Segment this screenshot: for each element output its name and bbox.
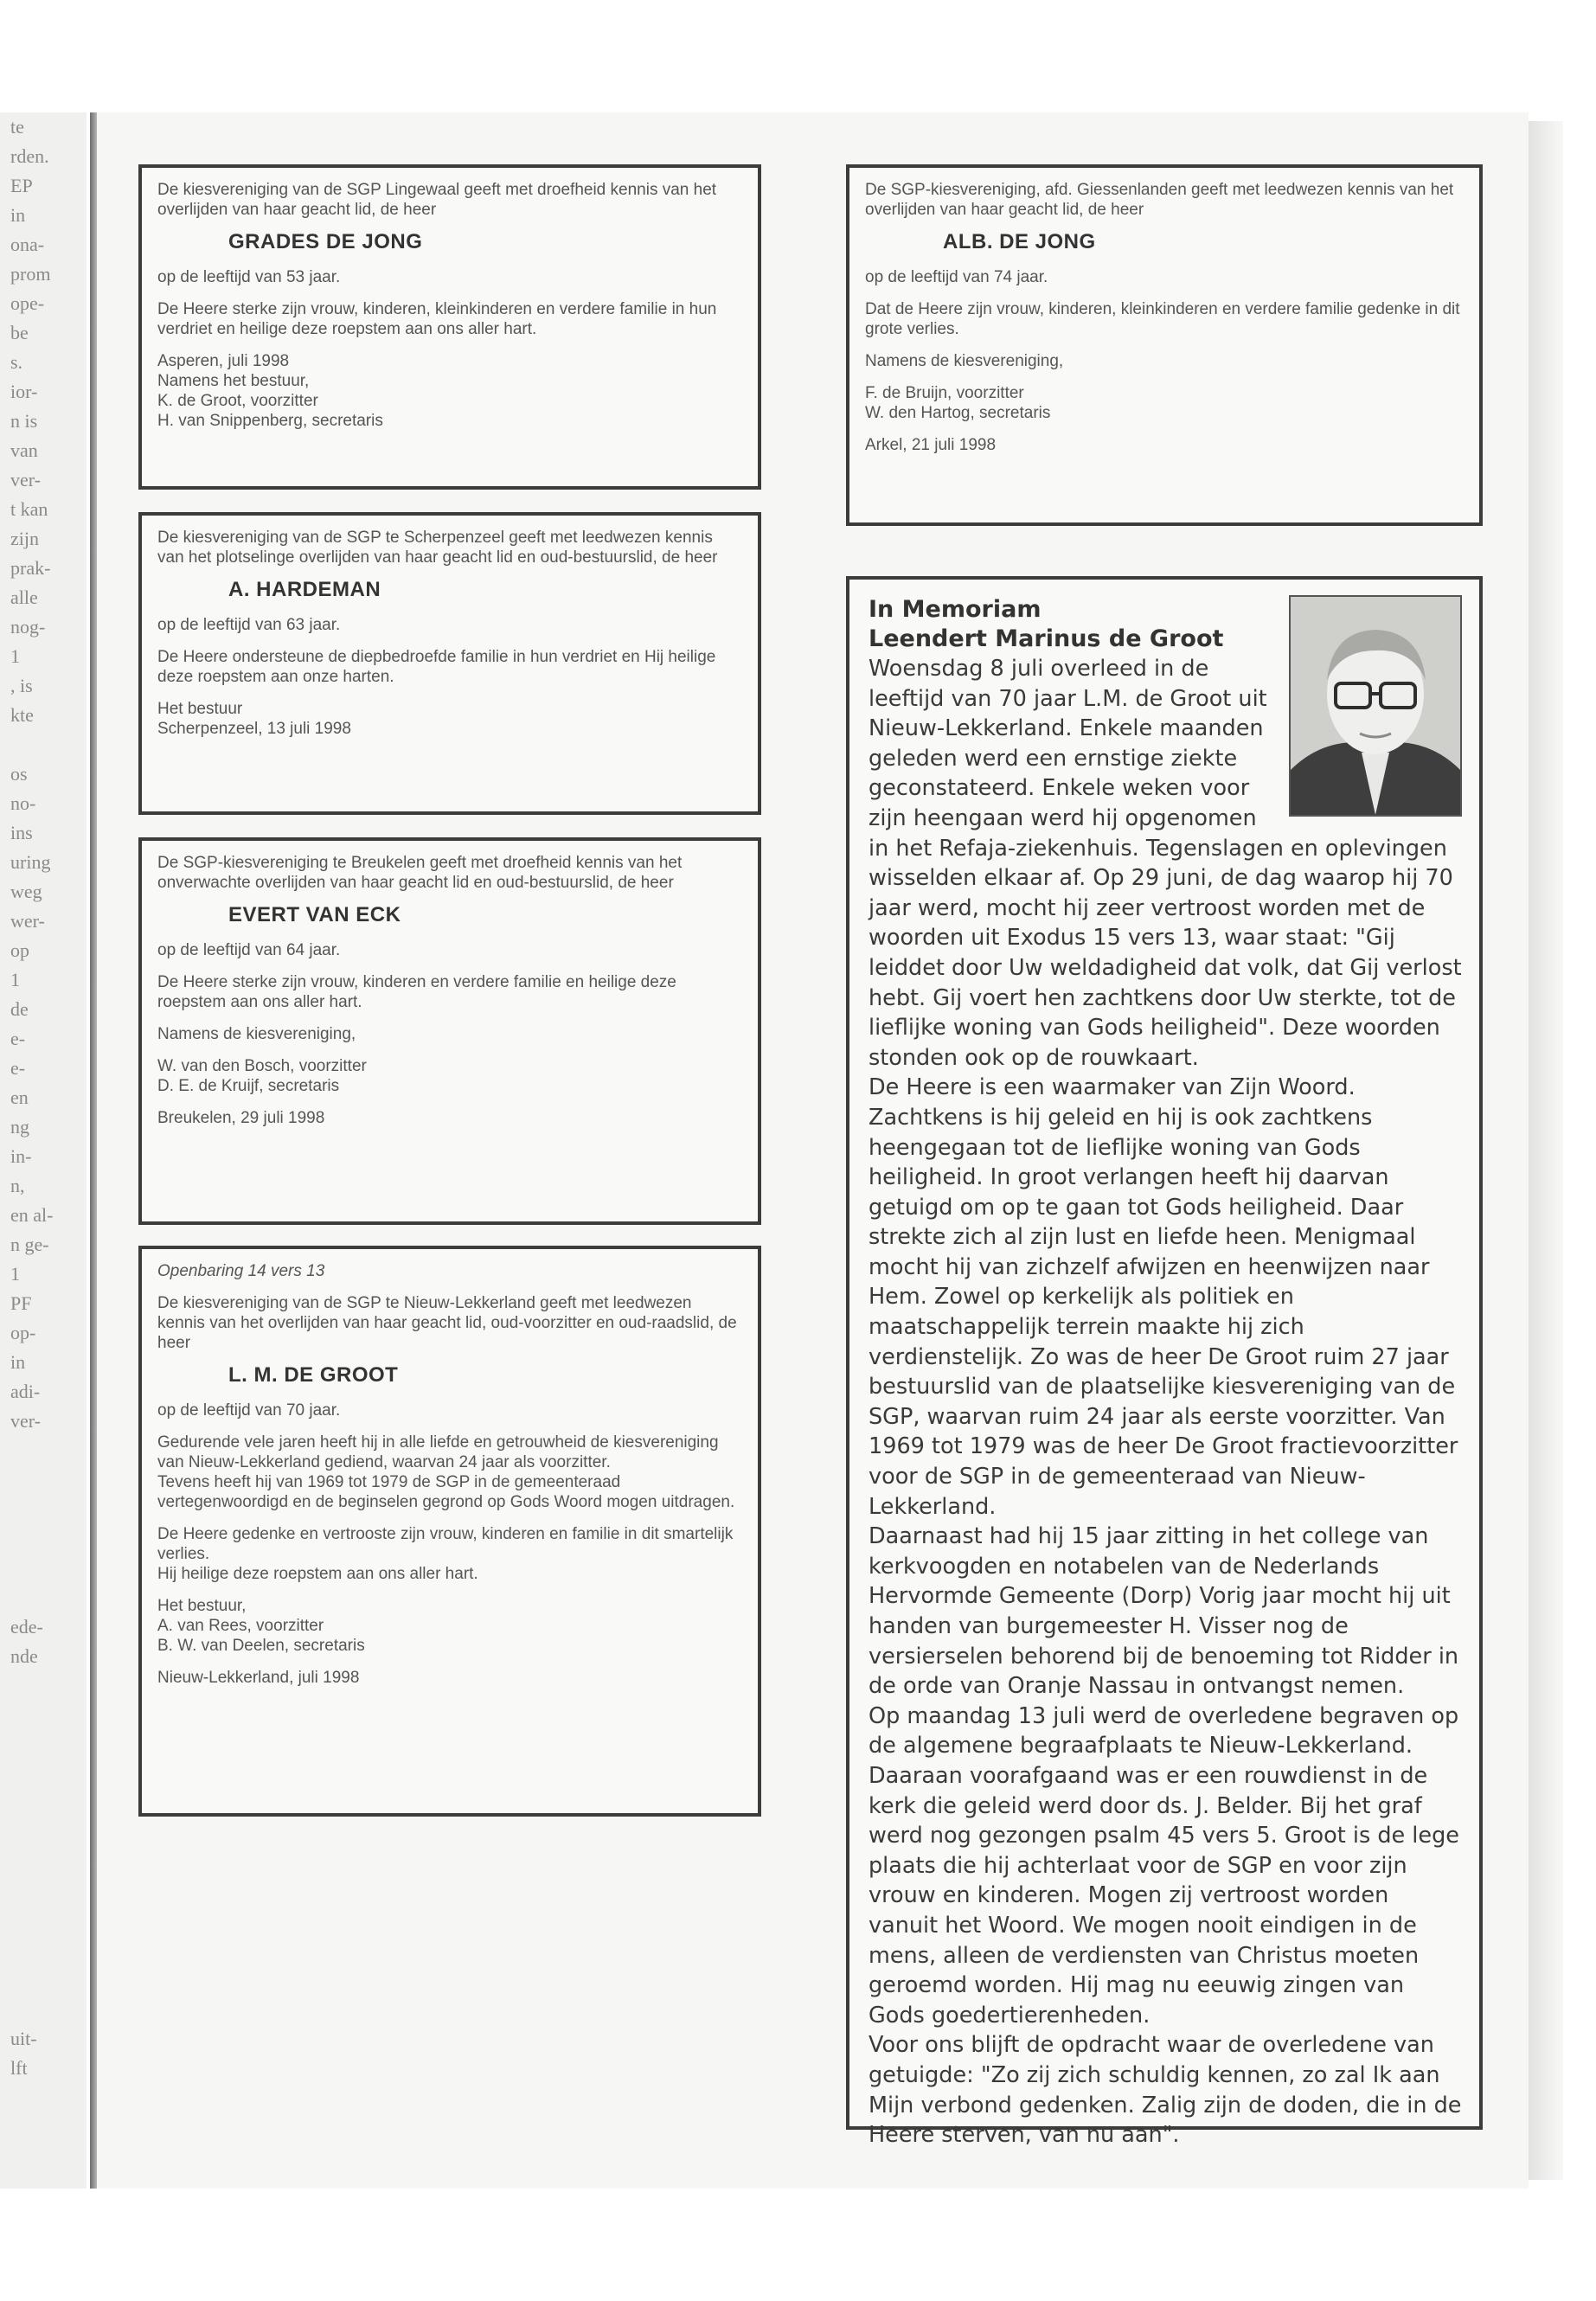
margin-fragment: n, xyxy=(10,1175,25,1196)
margin-fragment: lft xyxy=(10,2057,28,2079)
margin-fragment xyxy=(0,1877,87,1907)
margin-fragment: van xyxy=(10,439,38,461)
margin-fragment: 1 xyxy=(10,1263,20,1285)
portrait-icon xyxy=(1291,597,1460,815)
notice-intro: De SGP-kiesvereniging te Breukelen geeft met droefheid kennis van het onverwachte overlijden van haar geacht lid en oud-bestuurslid, de heer xyxy=(157,854,683,892)
notice-text: Dat de Heere zijn vrouw, kinderen, kleinkinderen en verdere familie gedenke in dit grote verlies. xyxy=(865,300,1460,338)
margin-fragment: , is xyxy=(10,675,33,696)
margin-fragment xyxy=(0,1995,87,2024)
notice-signature: Het bestuur Scherpenzeel, 13 juli 1998 xyxy=(157,700,351,738)
notice-a-hardeman xyxy=(138,512,761,815)
notice-text: Gedurende vele jaren heeft hij in alle liefde en getrouwheid de kiesvereniging van Nieuw-Lekkerland gediend, waarvan 24 jaar als voorzitter. xyxy=(157,1433,719,1471)
margin-fragment xyxy=(0,1554,87,1583)
margin-fragment xyxy=(0,1936,87,1965)
deceased-name: GRADES DE JONG xyxy=(228,230,423,253)
memoriam-paragraph: Voor ons blijft de opdracht waar de overledene van getuigde: "Zo zij zich schuldig kennen, zo zal Ik aan Mijn verbond gedenken. Zalig zijn de doden, die in de Heere sterven, van nu aan". xyxy=(869,2032,1462,2149)
portrait-photo xyxy=(1289,595,1462,817)
notice-grades-de-jong xyxy=(138,164,761,490)
deceased-name: ALB. DE JONG xyxy=(943,230,1096,253)
notice-signature: Het bestuur, A. van Rees, voorzitter B. W. van Deelen, secretaris xyxy=(157,1597,365,1655)
margin-fragment xyxy=(0,1436,87,1465)
margin-fragment: e- xyxy=(10,1028,26,1049)
notice-intro: De kiesvereniging van de SGP Lingewaal geeft met droefheid kennis van het overlijden van haar geacht lid, de heer xyxy=(157,181,717,219)
margin-fragment: os xyxy=(10,763,28,785)
margin-fragment: adi- xyxy=(10,1381,41,1402)
margin-fragment: be xyxy=(10,322,29,343)
margin-fragment: te xyxy=(10,116,24,138)
deceased-name: EVERT VAN ECK xyxy=(228,903,401,926)
margin-fragment: op- xyxy=(10,1322,36,1343)
margin-fragment xyxy=(0,1583,87,1612)
margin-fragment: prak- xyxy=(10,557,51,579)
margin-fragment: ver- xyxy=(10,469,41,490)
notice-verse: Openbaring 14 vers 13 xyxy=(157,1262,325,1280)
notice-signature: F. de Bruijn, voorzitter W. den Hartog, secretaris xyxy=(865,384,1051,422)
notice-namens: Namens de kiesvereniging, xyxy=(157,1025,356,1043)
margin-fragment xyxy=(0,1907,87,1936)
memoriam-paragraph: Op maandag 13 juli werd de overledene begraven op de algemene begraafplaats te Nieuw-Lekkerland. Daaraan voorafgaand was er een rouwdienst in de kerk die geleid werd door ds. J. Belder. Bij het graf werd nog gezongen psalm 45 vers 5. Groot is de lege plaats die hij achterlaat voor de SGP en voor zijn vrouw en kinderen. Mogen zij vertroost worden vanuit het Woord. We mogen nooit eindigen in de mens, alleen de verdiensten van Christus moeten geroemd worden. Hij mag nu eeuwig zingen van Gods goedertierenheden. xyxy=(869,1702,1459,2029)
margin-fragment: 1 xyxy=(10,969,20,990)
notice-age: op de leeftijd van 70 jaar. xyxy=(157,1401,341,1420)
margin-fragment: t kan xyxy=(10,498,48,520)
margin-fragment: uring xyxy=(10,851,51,873)
notice-text: De Heere sterke zijn vrouw, kinderen, kleinkinderen en verdere familie in hun verdriet en heilige deze roepstem aan ons aller hart. xyxy=(157,300,717,338)
margin-fragment: ona- xyxy=(10,234,45,255)
margin-fragment: alle xyxy=(10,586,38,608)
notice-text-3: De Heere gedenke en vertrooste zijn vrouw, kinderen en familie in dit smartelijk verlies. xyxy=(157,1525,734,1563)
notice-age: op de leeftijd van 64 jaar. xyxy=(157,941,341,959)
margin-fragment: wer- xyxy=(10,910,45,932)
margin-fragment xyxy=(0,1848,87,1877)
margin-fragment: e- xyxy=(10,1057,26,1079)
deceased-name: A. HARDEMAN xyxy=(228,578,381,601)
left-page-margin xyxy=(0,112,87,2189)
memoriam-name: Leendert Marinus de Groot xyxy=(869,625,1224,652)
margin-fragment: ope- xyxy=(10,292,45,314)
margin-fragment xyxy=(0,1759,87,1789)
margin-fragment: en xyxy=(10,1086,29,1108)
margin-fragment xyxy=(0,1701,87,1730)
memoriam-title: In Memoriam xyxy=(869,596,1042,623)
margin-fragment: PF xyxy=(10,1292,32,1314)
notice-alb-de-jong xyxy=(846,164,1483,526)
notice-namens: Namens de kiesvereniging, xyxy=(865,352,1064,370)
memoriam-paragraph: Woensdag 8 juli overleed in de leeftijd van 70 jaar L.M. de Groot uit Nieuw-Lekkerland. Enkele maanden geleden werd een ernstige ziekte geconstateerd. Enkele weken voor zijn heengaan werd hij opgenomen in het Refaja-ziekenhuis. Tegenslagen en oplevingen wisselden elkaar af. Op 29 juni, de dag waarop hij 70 jaar werd, mocht hij zeer vertroost worden met de woorden uit Exodus 15 vers 13, waar staat: "Gij leiddet door Uw weldadigheid dat volk, dat Gij verlost hebt. Gij voert hen zachtkens door Uw sterkte, tot de lieflijke woning van Gods heiligheid". Deze woorden stonden ook op de rouwkaart. xyxy=(869,656,1462,1071)
notice-place-date: Arkel, 21 juli 1998 xyxy=(865,436,997,454)
margin-fragment: ior- xyxy=(10,381,38,402)
margin-fragment: rden. xyxy=(10,145,49,167)
page-edge xyxy=(1529,121,1563,2180)
notice-signature: W. van den Bosch, voorzitter D. E. de Kruijf, secretaris xyxy=(157,1057,367,1095)
in-memoriam-article xyxy=(846,576,1483,2149)
notice-intro: De kiesvereniging van de SGP te Nieuw-Lekkerland geeft met leedwezen kennis van het overlijden van haar geacht lid, oud-voorzitter en oud-raadslid, de heer xyxy=(157,1294,737,1352)
notice-text: De Heere ondersteune de diepbedroefde familie in hun verdriet en Hij heilige deze roepstem aan onze harten. xyxy=(157,648,716,686)
margin-fragment xyxy=(0,1818,87,1848)
notice-text-4: Hij heilige deze roepstem aan ons aller hart. xyxy=(157,1565,478,1583)
margin-fragment xyxy=(0,1671,87,1701)
notice-text-2: Tevens heeft hij van 1969 tot 1979 de SGP in de gemeenteraad vertegenwoordigd en de beginselen gegrond op Gods Woord mogen uitdragen. xyxy=(157,1473,735,1511)
memoriam-paragraph: De Heere is een waarmaker van Zijn Woord. Zachtkens is hij geleid en hij is ook zachtkens heengegaan tot de lieflijke woning van Gods heiligheid. In groot verlangen heeft hij daarvan getuigd om op te gaan tot Gods heiligheid. Daar strekte zich al zijn lust en liefde heen. Menigmaal mocht hij van zichzelf afwijzen en heenwijzen naar Hem. Zowel op kerkelijk als politiek en maatschappelijk terrein maakte hij zich verdienstelijk. Zo was de heer De Groot ruim 27 jaar bestuurslid van de plaatselijke kiesvereniging van de SGP, waarvan ruim 24 jaar als eerste voorzitter. Van 1969 tot 1979 was de heer De Groot fractievoorzitter voor de SGP in de gemeenteraad van Nieuw-Lekkerland. xyxy=(869,1074,1458,1520)
margin-fragment: nde xyxy=(10,1645,38,1667)
margin-fragment: ng xyxy=(10,1116,29,1138)
margin-fragment xyxy=(0,1495,87,1524)
notice-intro: De kiesvereniging van de SGP te Scherpenzeel geeft met leedwezen kennis van het plotselinge overlijden van haar geacht lid en oud-bestuurslid, de heer xyxy=(157,529,718,567)
margin-fragment: n is xyxy=(10,410,38,432)
notice-place-date: Breukelen, 29 juli 1998 xyxy=(157,1109,325,1127)
margin-fragment xyxy=(0,1465,87,1495)
notice-age: op de leeftijd van 63 jaar. xyxy=(157,616,341,634)
margin-fragment: nog- xyxy=(10,616,46,638)
notice-signature: Asperen, juli 1998 Namens het bestuur, K. de Groot, voorzitter H. van Snippenberg, secretaris xyxy=(157,352,383,430)
margin-fragment: s. xyxy=(10,351,23,373)
notice-age: op de leeftijd van 53 jaar. xyxy=(157,268,341,286)
margin-fragment: 1 xyxy=(10,645,20,667)
notice-place-date: Nieuw-Lekkerland, juli 1998 xyxy=(157,1669,360,1687)
margin-fragment: ins xyxy=(10,822,33,843)
notice-age: op de leeftijd van 74 jaar. xyxy=(865,268,1048,286)
margin-fragment: EP xyxy=(10,175,33,196)
margin-fragment xyxy=(0,730,87,760)
deceased-name: L. M. DE GROOT xyxy=(228,1363,399,1387)
margin-fragment: in xyxy=(10,1351,26,1373)
margin-fragment xyxy=(0,1524,87,1554)
margin-fragment xyxy=(0,1789,87,1818)
margin-fragment: de xyxy=(10,998,29,1020)
margin-fragment: prom xyxy=(10,263,51,285)
margin-fragment xyxy=(0,1730,87,1759)
margin-fragment: ede- xyxy=(10,1616,43,1638)
margin-fragment: n ge- xyxy=(10,1234,49,1255)
notice-intro: De SGP-kiesvereniging, afd. Giessenlanden geeft met leedwezen kennis van het overlijden van haar geacht lid, de heer xyxy=(865,181,1454,219)
notice-evert-van-eck xyxy=(138,837,761,1225)
margin-fragment: weg xyxy=(10,881,42,902)
margin-fragment: kte xyxy=(10,704,34,726)
memoriam-paragraph: Daarnaast had hij 15 jaar zitting in het college van kerkvoogden en notabelen van de Nederlands Hervormde Gemeente (Dorp) Vorig jaar mocht hij uit handen van burgemeester H. Visser nog de versierselen behorend bij de benoeming tot Ridder in de orde van Oranje Nassau in ontvangst nemen. xyxy=(869,1523,1459,1700)
margin-fragment: uit- xyxy=(10,2028,37,2049)
margin-fragment: zijn xyxy=(10,528,39,549)
notice-text: De Heere sterke zijn vrouw, kinderen en verdere familie en heilige deze roepstem aan ons aller hart. xyxy=(157,973,676,1011)
margin-fragment: in xyxy=(10,204,26,226)
margin-fragment: op xyxy=(10,939,29,961)
notice-lm-de-groot xyxy=(138,1246,761,1817)
margin-fragment: in- xyxy=(10,1145,32,1167)
margin-fragment: ver- xyxy=(10,1410,41,1432)
margin-fragment: en al- xyxy=(10,1204,54,1226)
margin-fragment xyxy=(0,1965,87,1995)
margin-fragment: no- xyxy=(10,792,36,814)
